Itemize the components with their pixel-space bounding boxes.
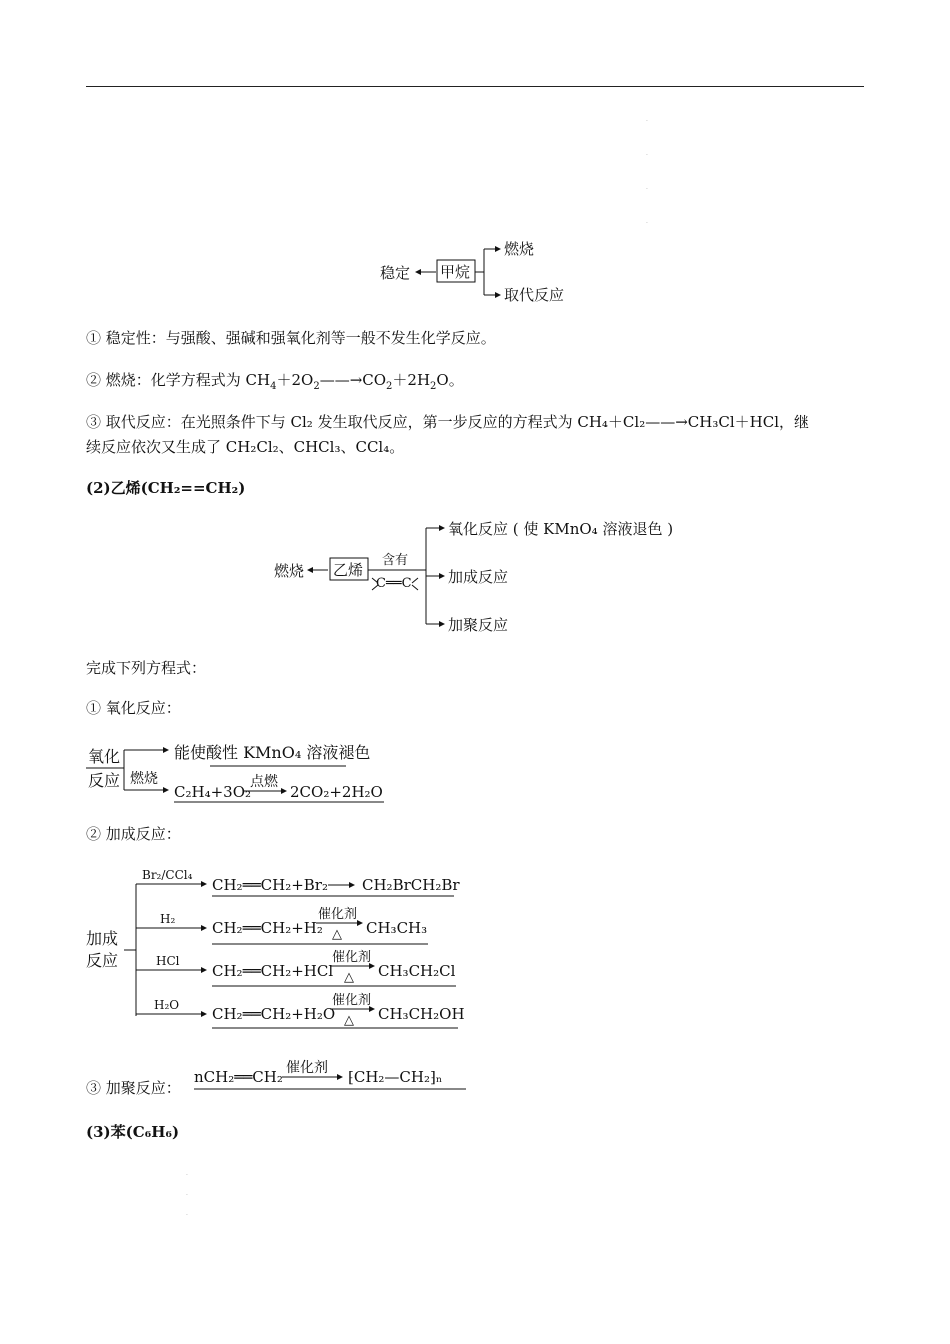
oxidation-block [84, 736, 414, 806]
oxidation-left-bottom: 反应 [88, 771, 121, 790]
ethylene-branch-polymer: 加聚反应 [448, 616, 509, 634]
sub-2: 2 [430, 381, 437, 392]
ethylene-left-label: 燃烧 [274, 562, 305, 580]
addition-row1-left: CH₂══CH₂+Br₂ [212, 876, 328, 894]
methane-left-label: 稳定 [380, 264, 411, 282]
addition-row4-left: CH₂══CH₂+H₂O [212, 1005, 336, 1023]
combustion-part: ＋2H [392, 371, 431, 389]
polymer-label: ③ 加聚反应： [86, 1079, 181, 1097]
addition-row2-cond-top: 催化剂 [318, 907, 358, 922]
methane-stability: ① 稳定性：与强酸、强碱和强氧化剂等一般不发生化学反应。 [86, 329, 496, 347]
addition-row3-right: CH₃CH₂Cl [378, 962, 456, 980]
addition-row1-right: CH₂BrCH₂Br [362, 876, 460, 894]
oxidation-branch1: 能使酸性 KMnO₄ 溶液褪色 [174, 743, 371, 762]
addition-row4-right: CH₃CH₂OH [378, 1005, 465, 1023]
addition-reagent-br2: Br₂/CCl₄ [142, 868, 193, 882]
addition-row2-cond-bottom: △ [332, 927, 342, 942]
ethylene-center-label: 乙烯 [333, 561, 364, 579]
addition-left-bottom: 反应 [86, 951, 119, 970]
double-bond-label: C══C [376, 576, 412, 591]
scan-dot: · [186, 1192, 188, 1199]
addition-row3-cond-top: 催化剂 [332, 950, 372, 965]
polymer-left: nCH₂══CH₂ [194, 1068, 283, 1086]
addition-left-top: 加成 [86, 929, 119, 948]
ethylene-diagram [270, 512, 710, 642]
oxidation-left-top: 氧化 [88, 747, 121, 766]
addition-row4-cond-bottom: △ [344, 1013, 354, 1028]
scan-dot: · [646, 118, 648, 125]
oxidation-eq-left: C₂H₄+3O₂ [174, 783, 252, 801]
combustion-prefix: ② 燃烧：化学方程式为 CH [86, 371, 271, 389]
addition-row2-left: CH₂══CH₂+H₂ [212, 919, 323, 937]
addition-row4-cond-top: 催化剂 [332, 993, 372, 1008]
addition-reagent-hcl: HCl [156, 954, 180, 968]
scan-dot: · [646, 152, 648, 159]
methane-diagram [370, 232, 600, 312]
scan-dot: · [186, 1212, 188, 1219]
oxidation-label: ① 氧化反应： [86, 699, 181, 717]
scan-dot: · [186, 1172, 188, 1179]
combustion-part: O。 [436, 371, 464, 389]
methane-center-label: 甲烷 [440, 263, 471, 281]
combustion-part: ＋2O [276, 371, 314, 389]
polymer-cond: 催化剂 [286, 1060, 328, 1076]
oxidation-eq-right: 2CO₂+2H₂O [290, 783, 383, 801]
sub-2: 2 [386, 381, 393, 392]
addition-reagent-h2: H₂ [160, 912, 176, 926]
complete-label: 完成下列方程式： [86, 659, 207, 677]
oxidation-branch2-label: 燃烧 [130, 771, 158, 787]
addition-row3-cond-bottom: △ [344, 970, 354, 985]
methane-branch-substitution: 取代反应 [504, 286, 565, 304]
ethylene-branch-addition: 加成反应 [448, 568, 509, 586]
combustion-part: ——→CO [319, 371, 387, 389]
methane-substitution-line1: ③ 取代反应：在光照条件下与 Cl₂ 发生取代反应，第一步反应的方程式为 CH₄＋Cl₂——→CH₃Cl＋HCl，继 [86, 413, 809, 431]
methane-combustion [86, 370, 464, 397]
ethylene-heading: (2)乙烯(CH₂==CH₂) [86, 479, 246, 497]
addition-row2-right: CH₃CH₃ [366, 919, 428, 937]
contains-label: 含有 [382, 553, 409, 568]
polymer-equation [190, 1052, 480, 1096]
scan-dot: · [646, 220, 648, 227]
addition-label: ② 加成反应： [86, 825, 181, 843]
addition-reagent-h2o: H₂O [154, 998, 180, 1012]
methane-branch-combustion: 燃烧 [504, 240, 535, 258]
sub-4: 4 [270, 381, 277, 392]
polymer-right: ⁅CH₂—CH₂⁆ₙ [348, 1068, 443, 1086]
sub-2: 2 [313, 381, 320, 392]
benzene-heading: (3)苯(C₆H₆) [86, 1123, 180, 1141]
addition-block [84, 860, 474, 1030]
addition-row3-left: CH₂══CH₂+HCl [212, 962, 334, 980]
oxidation-eq-cond: 点燃 [250, 774, 278, 790]
ethylene-branch-oxidation: 氧化反应 ( 使 KMnO₄ 溶液退色 ) [448, 520, 674, 538]
methane-substitution-line2: 续反应依次又生成了 CH₂Cl₂、CHCl₃、CCl₄。 [86, 438, 405, 456]
header-rule [86, 86, 864, 87]
scan-dot: · [646, 186, 648, 193]
